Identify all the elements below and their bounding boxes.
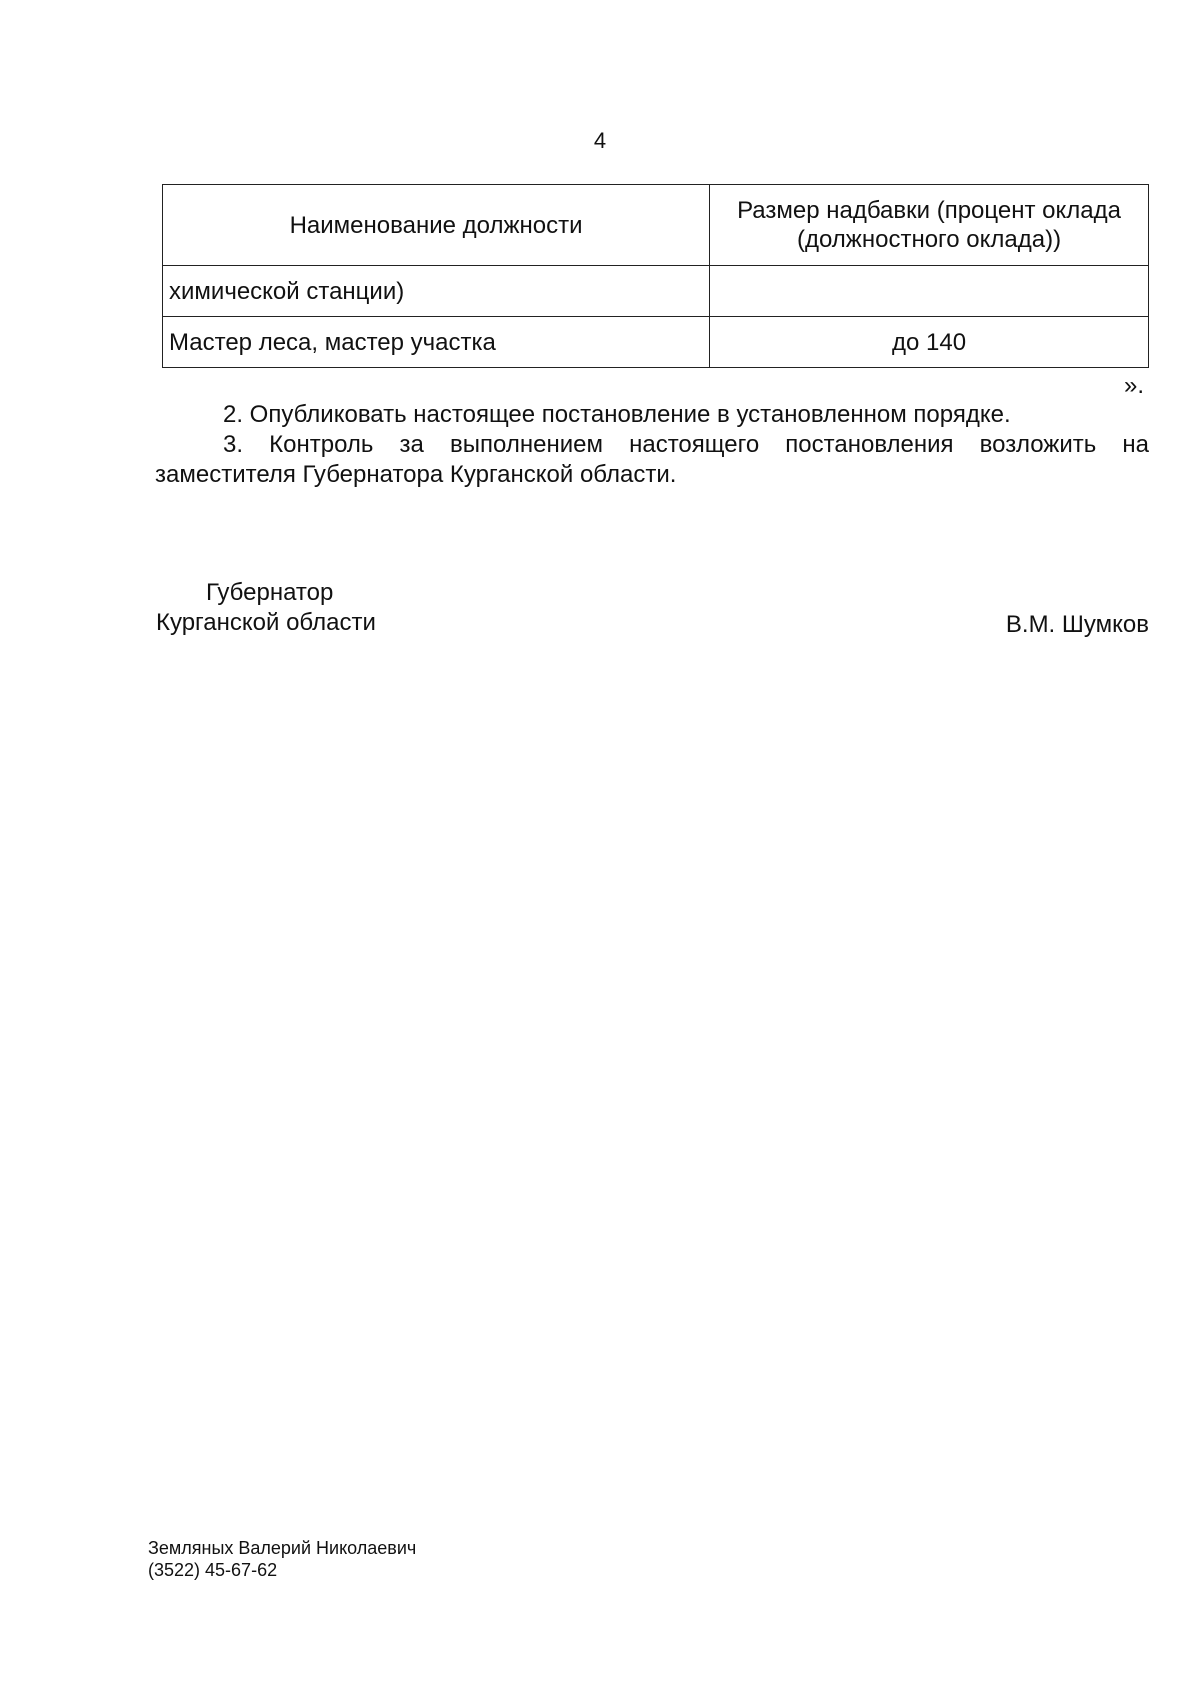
closing-quote: ». bbox=[1124, 372, 1145, 399]
table-header-row bbox=[163, 185, 1149, 266]
position-cell: химической станции) bbox=[163, 266, 710, 317]
paragraph-control: 3. Контроль за выполнением настоящего постановления возложить на заместителя Губернатора Курганской области. bbox=[155, 431, 1149, 488]
paragraph-publish: 2. Опубликовать настоящее постановление в установленном порядке. bbox=[223, 401, 1011, 428]
executor-phone: (3522) 45-67-62 bbox=[148, 1560, 278, 1580]
header-bonus-rate: Размер надбавки (процент оклада (должностного оклада)) bbox=[710, 185, 1149, 266]
page-number: 4 bbox=[593, 128, 607, 153]
signature-block bbox=[156, 578, 1149, 638]
executor-info bbox=[148, 1537, 416, 1581]
signer-name: В.М. Шумков bbox=[1005, 611, 1149, 638]
signer-title: Губернатор bbox=[206, 579, 334, 606]
rate-cell: до 140 bbox=[710, 317, 1149, 368]
position-cell: Мастер леса, мастер участка bbox=[163, 317, 710, 368]
rate-cell bbox=[710, 266, 1149, 317]
header-position-name: Наименование должности bbox=[163, 185, 710, 266]
positions-table bbox=[162, 184, 1149, 368]
table-row bbox=[163, 317, 1149, 368]
table-row bbox=[163, 266, 1149, 317]
resolution-text bbox=[155, 400, 1149, 490]
signer-region: Курганской области bbox=[156, 609, 376, 636]
executor-name: Земляных Валерий Николаевич bbox=[148, 1538, 417, 1558]
